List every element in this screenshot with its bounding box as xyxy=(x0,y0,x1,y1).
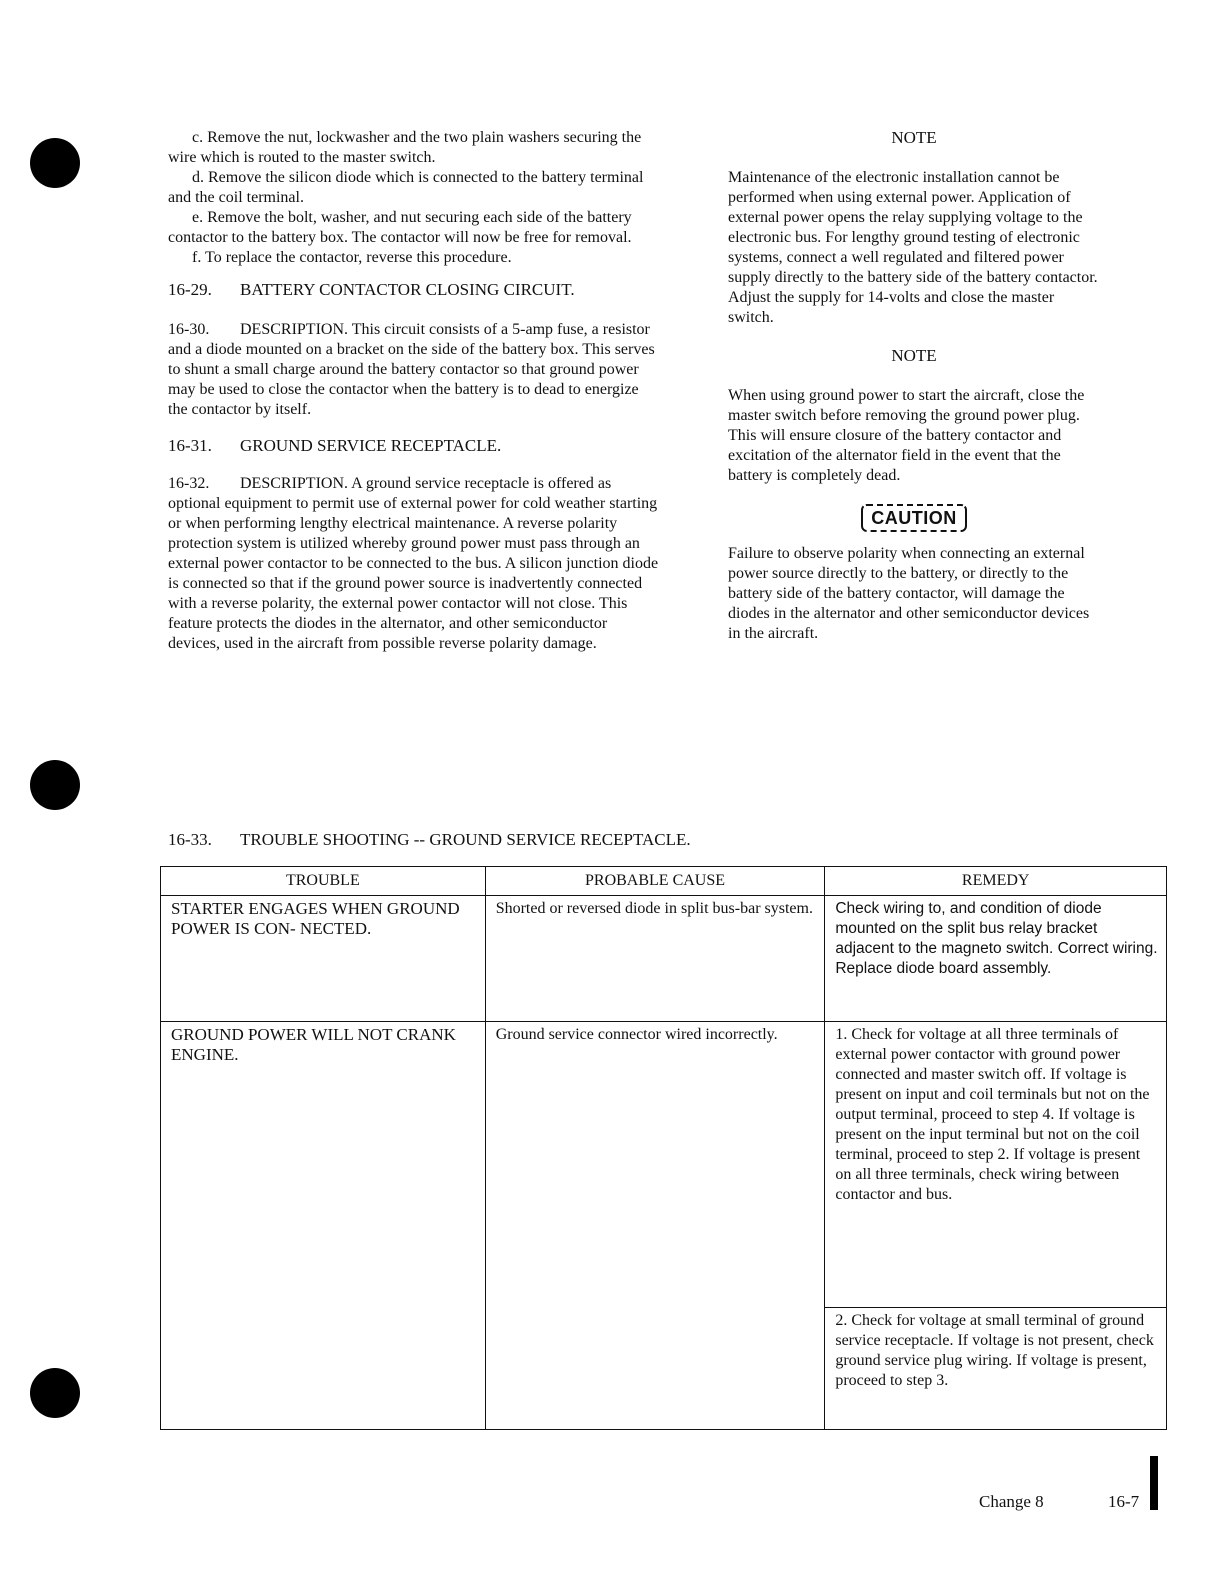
note-title-1: NOTE xyxy=(891,128,937,147)
paragraph-text: A ground service receptacle is offered as optional equipment to permit use of external power for cold weather starting or when performing lengthy electrical maintenance. A reverse polarity protection system is utilized whereby ground power must pass through an external power contactor to be connected to the bus. A silicon junction diode is connected so that if the ground power source is inadvertently connected with a reverse polarity, the external power contactor will not close. This feature protects the diodes in the alternator, and other semiconductor devices, used in the aircraft from possible reverse polarity damage. xyxy=(168,475,659,652)
binder-hole-bottom xyxy=(30,1368,80,1418)
left-column xyxy=(168,128,660,666)
paragraph-16-30 xyxy=(168,320,660,420)
paragraph-text: This circuit consists of a 5-amp fuse, a resistor and a diode mounted on a bracket on the side of the battery box. This serves to shunt a small charge around the battery contactor so that ground power may be used to close the contactor when the battery is to dead to energize the contactor by itself. xyxy=(168,321,655,418)
step-c: c. Remove the nut, lockwasher and the two plain washers securing the wire which is routed to the master switch. xyxy=(168,129,642,166)
paragraph-label: DESCRIPTION. xyxy=(240,321,349,338)
section-title: GROUND SERVICE RECEPTACLE. xyxy=(240,436,502,455)
remedy-cell: 1. Check for voltage at all three terminals of external power contactor with ground power connected and master switch off. If voltage is present on input and coil terminals but not on the output terminal, proceed to step 4. If voltage is present on the input terminal but not on the coil terminal, proceed to step 2. If voltage is present on all three terminals, check wiring between contactor and bus. xyxy=(825,1022,1167,1308)
paragraph-16-32 xyxy=(168,474,660,654)
note-title-2: NOTE xyxy=(891,346,937,365)
section-number: 16-31. xyxy=(168,436,212,455)
caution-label: CAUTION xyxy=(861,504,967,532)
table-row xyxy=(161,896,1167,1022)
paragraph-label: DESCRIPTION. xyxy=(240,475,349,492)
change-bar xyxy=(1150,1456,1158,1510)
section-title: BATTERY CONTACTOR CLOSING CIRCUIT. xyxy=(240,280,575,299)
page-number: 16-7 xyxy=(1108,1492,1140,1511)
troubleshooting-table xyxy=(160,866,1167,1430)
step-e: e. Remove the bolt, washer, and nut securing each side of the battery contactor to the battery box. The contactor will now be free for removal. xyxy=(168,209,632,246)
caution-banner xyxy=(728,504,1100,532)
section-number: 16-33. xyxy=(168,830,212,849)
section-heading-16-31 xyxy=(168,436,660,456)
section-number: 16-29. xyxy=(168,280,212,299)
remedy-cell: 2. Check for voltage at small terminal of ground service receptacle. If voltage is not present, check ground service plug wiring. If voltage is present, proceed to step 3. xyxy=(825,1308,1167,1430)
binder-hole-middle xyxy=(30,760,80,810)
trouble-cell: GROUND POWER WILL NOT CRANK ENGINE. xyxy=(161,1022,486,1430)
step-d: d. Remove the silicon diode which is connected to the battery terminal and the coil terminal. xyxy=(168,169,644,206)
table-row xyxy=(161,1022,1167,1308)
section-heading-16-29 xyxy=(168,280,660,300)
cause-cell: Shorted or reversed diode in split bus-bar system. xyxy=(485,896,825,1022)
change-number: Change 8 xyxy=(979,1492,1044,1511)
remedy-cell: Check wiring to, and condition of diode mounted on the split bus relay bracket adjacent to the magneto switch. Correct wiring. Replace diode board assembly. xyxy=(825,896,1167,1022)
note-body-2: When using ground power to start the aircraft, close the master switch before removing the ground power plug. This will ensure closure of the battery contactor and excitation of the alternator field in the event that the battery is completely dead. xyxy=(728,387,1085,484)
section-title: TROUBLE SHOOTING -- GROUND SERVICE RECEPTACLE. xyxy=(240,830,691,849)
table-header-row xyxy=(161,867,1167,896)
caution-text: Failure to observe polarity when connecting an external power source directly to the battery, or directly to the battery side of the battery contactor, will damage the diodes in the alternator and other semiconductor devices in the aircraft. xyxy=(728,545,1090,642)
paragraph-number: 16-32. xyxy=(168,475,210,492)
header-probable-cause: PROBABLE CAUSE xyxy=(485,867,825,896)
paragraph-number: 16-30. xyxy=(168,321,210,338)
binder-hole-top xyxy=(30,138,80,188)
step-f: f. To replace the contactor, reverse this procedure. xyxy=(192,249,512,266)
note-body-1: Maintenance of the electronic installation cannot be performed when using external power. Application of external power opens the relay supplying voltage to the electronic bus. For lengthy ground testing of electronic systems, connect a well regulated and filtered power supply directly to the battery side of the battery contactor. Adjust the supply for 14-volts and close the master switch. xyxy=(728,169,1098,326)
cause-cell: Ground service connector wired incorrectly. xyxy=(485,1022,825,1430)
trouble-cell: STARTER ENGAGES WHEN GROUND POWER IS CON- NECTED. xyxy=(161,896,486,1022)
header-trouble: TROUBLE xyxy=(161,867,486,896)
troubleshooting-heading xyxy=(168,830,691,850)
header-remedy: REMEDY xyxy=(825,867,1167,896)
right-column xyxy=(728,128,1100,644)
